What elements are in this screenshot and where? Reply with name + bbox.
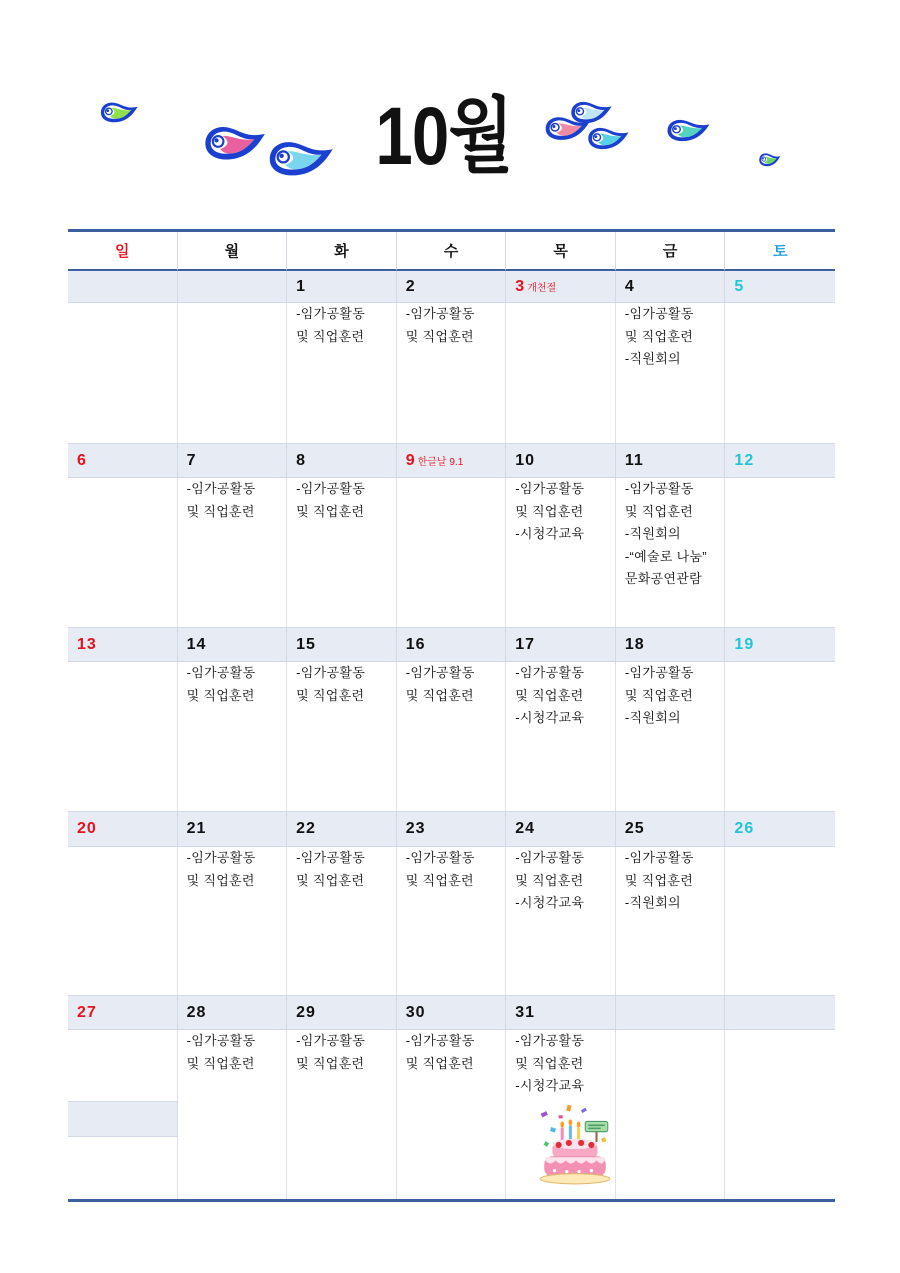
schedule-item: -임가공활동	[624, 665, 694, 680]
schedule-item: -임가공활동	[296, 306, 366, 321]
shaded-band	[68, 1101, 178, 1137]
weekday-header	[178, 232, 288, 271]
date-number: 8	[296, 451, 307, 469]
date-number: 4	[624, 277, 635, 295]
date-number: 19	[734, 635, 755, 653]
date-cell	[725, 995, 835, 1030]
schedule-item: -직원회의	[624, 895, 681, 910]
schedule-item: -임가공활동	[624, 306, 694, 321]
weekday-label: 토	[772, 243, 788, 260]
schedule-item: -임가공활동	[186, 1033, 256, 1048]
weekday-header	[506, 232, 616, 271]
date-cell	[506, 627, 616, 662]
schedule-item: 및 직업훈련	[624, 328, 694, 344]
schedule-item: -직원회의	[624, 526, 681, 541]
schedule-item: 및 직업훈련	[624, 687, 694, 703]
date-cell	[287, 627, 397, 662]
date-cell	[725, 443, 835, 478]
date-cell	[616, 443, 726, 478]
date-cell	[397, 811, 507, 847]
day-schedule-cell	[506, 662, 616, 811]
schedule-item: 및 직업훈련	[405, 1055, 474, 1071]
holiday-name: 한글날 9.1	[417, 457, 464, 468]
date-cell	[506, 443, 616, 478]
day-schedule-cell	[725, 1030, 835, 1199]
day-schedule-cell	[68, 662, 178, 811]
holiday-name: 개천절	[527, 283, 557, 294]
day-schedule-cell	[287, 662, 397, 811]
day-schedule-cell	[616, 303, 726, 443]
day-schedule-cell	[506, 478, 616, 627]
fish-decoration-icon	[757, 151, 781, 168]
date-number: 22	[296, 820, 316, 837]
date-number: 27	[77, 1003, 97, 1021]
schedule-item: 및 직업훈련	[296, 503, 365, 519]
date-cell	[616, 271, 726, 303]
date-number: 24	[515, 820, 536, 837]
day-schedule-cell	[397, 847, 507, 995]
schedule-item: -임가공활동	[296, 1033, 366, 1048]
schedule-item: -시청각교육	[515, 710, 585, 725]
day-schedule-cell	[287, 478, 397, 627]
date-number: 21	[186, 820, 207, 837]
day-schedule-cell	[178, 478, 288, 627]
date-number: 29	[296, 1003, 316, 1021]
schedule-item: -임가공활동	[515, 481, 585, 496]
weekday-label: 월	[224, 243, 240, 260]
date-cell	[178, 811, 288, 847]
schedule-item: 및 직업훈련	[624, 503, 694, 519]
fish-decoration-icon	[97, 99, 139, 125]
date-cell	[178, 271, 288, 303]
weekday-header	[68, 232, 178, 271]
date-cell	[397, 627, 507, 662]
date-cell	[725, 627, 835, 662]
date-number: 3	[515, 277, 526, 295]
date-number: 18	[624, 635, 645, 653]
weekday-header	[397, 232, 507, 271]
day-schedule-cell	[506, 303, 616, 443]
date-number: 28	[186, 1003, 207, 1021]
day-schedule-cell	[178, 662, 288, 811]
schedule-item: -임가공활동	[624, 481, 694, 496]
date-number: 1	[296, 277, 307, 295]
date-number: 11	[624, 451, 644, 469]
date-number: 16	[405, 635, 426, 653]
date-cell	[178, 443, 288, 478]
schedule-item: -임가공활동	[515, 1033, 585, 1048]
schedule-item: -직원회의	[624, 351, 681, 366]
schedule-item: 및 직업훈련	[296, 1055, 365, 1071]
date-number: 6	[77, 451, 87, 469]
schedule-item: 및 직업훈련	[515, 1055, 584, 1071]
fish-decoration-icon	[663, 116, 711, 144]
day-schedule-cell	[68, 303, 178, 443]
schedule-item: 및 직업훈련	[296, 872, 365, 888]
date-number: 23	[405, 820, 426, 837]
weekday-label: 금	[662, 243, 678, 260]
date-cell	[178, 995, 288, 1030]
schedule-item: 및 직업훈련	[186, 1055, 255, 1071]
schedule-item: 및 직업훈련	[405, 328, 474, 344]
date-cell	[397, 443, 507, 478]
date-number: 26	[734, 820, 755, 837]
schedule-item: -임가공활동	[296, 665, 366, 680]
weekday-label: 목	[553, 243, 568, 260]
day-schedule-cell	[287, 1030, 397, 1199]
date-cell	[506, 271, 616, 303]
day-schedule-cell	[616, 478, 726, 627]
day-schedule-cell	[287, 847, 397, 995]
schedule-item: -직원회의	[624, 710, 681, 725]
date-cell	[68, 811, 178, 847]
date-cell	[616, 995, 726, 1030]
day-schedule-cell	[616, 662, 726, 811]
schedule-item: -임가공활동	[186, 481, 256, 496]
weekday-header	[725, 232, 835, 271]
schedule-item: -임가공활동	[515, 850, 585, 865]
schedule-item: 및 직업훈련	[186, 503, 255, 519]
schedule-item: 및 직업훈련	[186, 687, 255, 703]
schedule-item: -임가공활동	[186, 665, 256, 680]
fish-decoration-icon	[584, 124, 630, 152]
date-number: 20	[77, 820, 97, 837]
weekday-label: 화	[334, 243, 349, 260]
date-number: 13	[77, 635, 97, 653]
day-schedule-cell	[725, 478, 835, 627]
day-schedule-cell	[68, 478, 178, 627]
day-schedule-cell	[725, 662, 835, 811]
date-cell	[287, 443, 397, 478]
date-cell	[68, 271, 178, 303]
schedule-item: 및 직업훈련	[296, 687, 365, 703]
date-cell	[616, 811, 726, 847]
date-cell	[725, 811, 835, 847]
date-cell	[287, 995, 397, 1030]
schedule-item: -시청각교육	[515, 526, 585, 541]
date-number: 10	[515, 451, 536, 469]
date-number: 7	[186, 451, 197, 469]
day-schedule-cell	[397, 303, 507, 443]
schedule-item: -임가공활동	[515, 665, 585, 680]
date-cell	[68, 443, 178, 478]
date-cell	[287, 811, 397, 847]
schedule-item: -임가공활동	[405, 1033, 475, 1048]
day-schedule-cell	[287, 303, 397, 443]
schedule-item: 및 직업훈련	[296, 328, 365, 344]
date-cell	[178, 627, 288, 662]
schedule-item: -임가공활동	[405, 306, 475, 321]
date-cell	[287, 271, 397, 303]
day-schedule-cell	[616, 847, 726, 995]
day-schedule-cell	[616, 1030, 726, 1199]
schedule-item: 및 직업훈련	[515, 503, 584, 519]
date-cell	[616, 627, 726, 662]
fish-decoration-icon	[199, 121, 267, 164]
date-cell	[506, 995, 616, 1030]
schedule-item: -“예술로 나눔”	[624, 548, 707, 564]
schedule-item: -임가공활동	[405, 850, 475, 865]
date-number: 15	[296, 635, 316, 653]
weekday-label: 수	[443, 243, 459, 260]
page-title: 10월	[375, 91, 513, 182]
date-number: 9	[405, 451, 416, 469]
schedule-item: -임가공활동	[296, 481, 366, 496]
month-calendar	[68, 229, 835, 1202]
day-schedule-cell	[725, 847, 835, 995]
schedule-item: 및 직업훈련	[186, 872, 255, 888]
schedule-item: 문화공연관람	[624, 571, 702, 586]
schedule-item: 및 직업훈련	[515, 687, 584, 703]
day-schedule-cell	[178, 1030, 288, 1199]
date-number: 2	[405, 277, 416, 295]
day-schedule-cell	[506, 847, 616, 995]
weekday-header	[287, 232, 397, 271]
date-cell	[506, 811, 616, 847]
date-cell	[725, 271, 835, 303]
date-number: 14	[186, 635, 207, 653]
day-schedule-cell	[178, 303, 288, 443]
day-schedule-cell	[397, 1030, 507, 1199]
day-schedule-cell	[397, 662, 507, 811]
schedule-item: 및 직업훈련	[515, 872, 584, 888]
date-cell	[68, 995, 178, 1030]
schedule-item: -임가공활동	[405, 665, 475, 680]
schedule-item: -임가공활동	[296, 850, 366, 865]
date-number: 5	[734, 277, 745, 295]
schedule-item: 및 직업훈련	[405, 872, 474, 888]
schedule-item: -시청각교육	[515, 1078, 585, 1093]
date-cell	[68, 627, 178, 662]
schedule-item: -임가공활동	[624, 850, 694, 865]
birthday-cake-illustration	[537, 1103, 613, 1187]
date-cell	[397, 271, 507, 303]
date-number: 25	[624, 820, 645, 837]
date-number: 12	[734, 451, 755, 469]
schedule-item: 및 직업훈련	[624, 872, 694, 888]
schedule-item: -시청각교육	[515, 895, 585, 910]
date-number: 17	[515, 635, 536, 653]
schedule-item: -임가공활동	[186, 850, 256, 865]
weekday-header	[616, 232, 726, 271]
day-schedule-cell	[178, 847, 288, 995]
day-schedule-cell	[68, 847, 178, 995]
day-schedule-cell	[397, 478, 507, 627]
date-cell	[397, 995, 507, 1030]
day-schedule-cell	[725, 303, 835, 443]
weekday-label: 일	[115, 243, 130, 260]
date-number: 30	[405, 1003, 426, 1021]
date-number: 31	[515, 1003, 536, 1021]
schedule-item: 및 직업훈련	[405, 687, 474, 703]
